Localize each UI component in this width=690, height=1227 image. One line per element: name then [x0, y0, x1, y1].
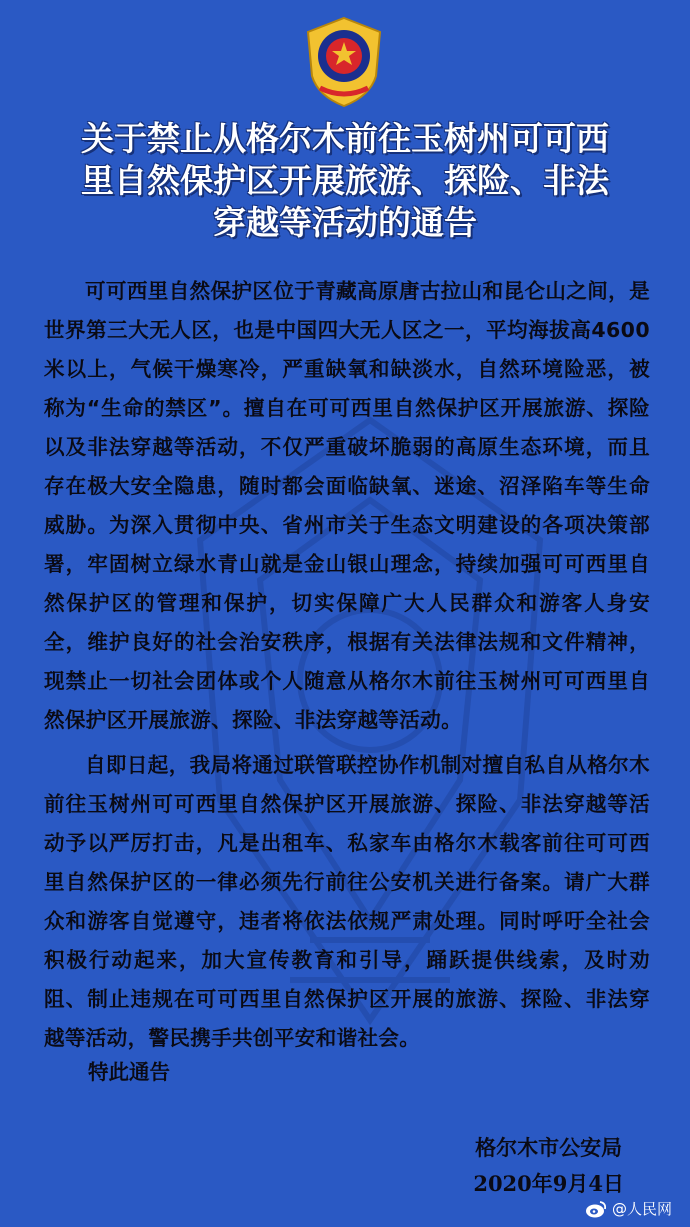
notice-body [44, 272, 650, 1058]
body-paragraph: 可可西里自然保护区位于青藏高原唐古拉山和昆仑山之间，是世界第三大无人区，也是中国四大无人区之一，平均海拔高4600米以上，气候干燥寒冷，严重缺氧和缺淡水，自然环境险恶，被称为“生命的禁区”。擅自在可可西里自然保护区开展旅游、探险以及非法穿越等活动，不仅严重破坏脆弱的高原生态环境，而且存在极大安全隐患，随时都会面临缺氧、迷途、沼泽陷车等生命威胁。为深入贯彻中央、省州市关于生态文明建设的各项决策部署，牢固树立绿水青山就是金山银山理念，持续加强可可西里自然保护区的管理和保护，切实保障广大人民群众和游客人身安全，维护良好的社会治安秩序，根据有关法律法规和文件精神，现禁止一切社会团体或个人随意从格尔木前往玉树州可可西里自然保护区开展旅游、探险、非法穿越等活动。 [44, 279, 650, 732]
issuer-name: 格尔木市公安局 [475, 1135, 623, 1160]
title-line-3: 穿越等活动的通告 [213, 203, 477, 242]
weibo-icon [584, 1199, 608, 1219]
issue-date: 2020年9月4日 [473, 1171, 624, 1196]
source-credit [584, 1198, 672, 1219]
body-paragraph: 自即日起，我局将通过联管联控协作机制对擅自私自从格尔木前往玉树州可可西里自然保护区开展旅游、探险、非法穿越等活动予以严厉打击，凡是出租车、私家车由格尔木载客前往可可西里自然保护区的一律必须先行前往公安机关进行备案。请广大群众和游客自觉遵守，违者将依法依规严肃处理。同时呼吁全社会积极行动起来，加大宣传教育和引导，踊跃提供线索，及时劝阻、制止违规在可可西里自然保护区开展的旅游、探险、非法穿越等活动，警民携手共创平安和谐社会。 [44, 753, 650, 1050]
signature-block [473, 1130, 624, 1202]
closing-text: 特此通告 [88, 1060, 170, 1084]
police-badge-icon [300, 14, 388, 110]
title-line-1: 关于禁止从格尔木前往玉树州可可西 [81, 119, 609, 158]
notice-title [30, 118, 660, 244]
credit-label: @人民网 [611, 1200, 672, 1218]
title-line-2: 里自然保护区开展旅游、探险、非法 [81, 161, 609, 200]
